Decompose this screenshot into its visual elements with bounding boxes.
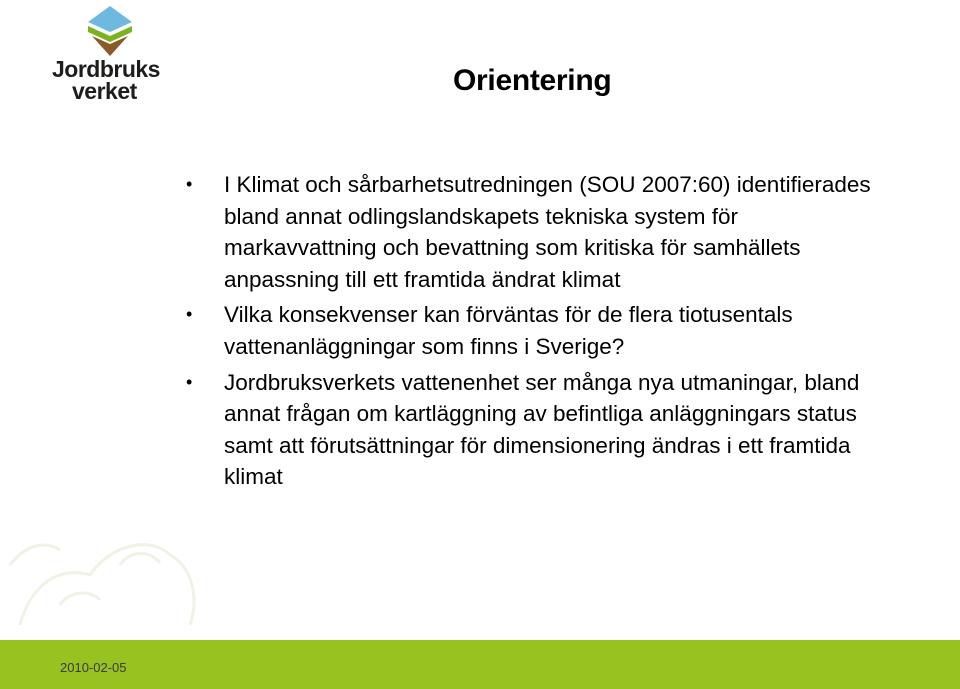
bullet-item [186, 169, 886, 295]
watermark-animals-icon [0, 505, 230, 645]
bullet-dot-icon: • [186, 174, 193, 194]
bullet-list [186, 169, 886, 497]
bullet-dot-icon: • [186, 371, 193, 392]
bullet-text: Jordbruksverkets vattenenhet ser många nya utmaningar, bland annat frågan om kartläggning av befintliga anläggningars status samt att förutsättningar för dimensionering ändras i ett framtida klimat [224, 369, 860, 490]
footer-date: 2010-02-05 [60, 660, 127, 675]
logo-emblem-icon [44, 2, 180, 58]
logo-text-line2: verket [72, 78, 137, 104]
slide-title: Orientering [453, 64, 612, 97]
footer-bar [0, 640, 960, 689]
bullet-item [186, 367, 886, 493]
bullet-text: I Klimat och sårbarhetsutredningen (SOU 2007:60) identifierades bland annat odlingslandskapets tekniska system för markavvattning och bevattning som kritiska för samhällets anpassning till ett framtida ändrat klimat [224, 172, 871, 292]
bullet-item [186, 299, 886, 362]
logo-text-line1: Jordbruks [52, 56, 160, 82]
jordbruksverket-logo [44, 2, 180, 104]
bullet-dot-icon: • [186, 304, 193, 325]
bullet-text: Vilka konsekvenser kan förväntas för de flera tiotusentals vattenanläggningar som finns i Sverige? [224, 302, 793, 359]
